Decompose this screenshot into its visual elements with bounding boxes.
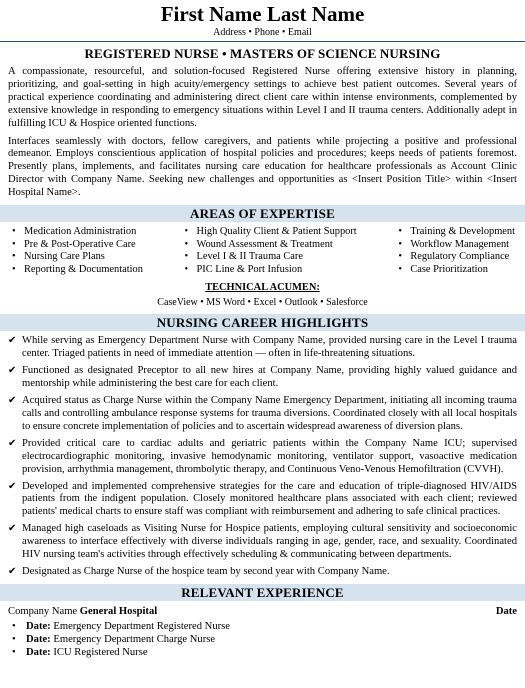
company-prefix: Company Name	[8, 605, 78, 617]
highlights-list	[8, 335, 517, 578]
highlights-heading: NURSING CAREER HIGHLIGHTS	[0, 314, 525, 331]
highlight-item	[8, 481, 517, 520]
checkmark-icon: ✔	[8, 365, 17, 377]
highlight-item	[8, 365, 517, 391]
highlight-text: Acquired status as Charge Nurse within the Company Name Emergency Department, initiating all incoming trauma calls and controlling ambulance response systems for trauma diversions. Coordinated closely with all local hospitals to ensure concrete implementation of policies and to ascertain widespread awareness of diversion plans.	[22, 395, 517, 432]
company-name: General Hospital	[79, 605, 158, 617]
header-divider	[0, 41, 525, 42]
expertise-item: • Regulatory Compliance	[396, 251, 515, 264]
highlight-text: Managed high caseloads as Visiting Nurse for Hospice patients, employing cultural sensitivity and socioeconomic awareness to interface effectively with diverse individuals ranging in age, gender, race, and sexuality. Coordinated HIV nursing team's activities through effectively scheduling & communicating between departments.	[22, 523, 517, 561]
expertise-column-3	[396, 226, 515, 276]
checkmark-icon: ✔	[8, 437, 17, 449]
checkmark-icon: ✔	[8, 565, 17, 577]
highlight-text: Functioned as designated Preceptor to all new hires at Company Name, providing highly valued guidance and mentorship while administering the best care for each client.	[22, 365, 517, 390]
expertise-heading: AREAS OF EXPERTISE	[0, 205, 525, 222]
checkmark-icon: ✔	[8, 480, 17, 492]
highlight-item	[8, 395, 517, 434]
checkmark-icon: ✔	[8, 335, 17, 347]
highlight-item	[8, 523, 517, 562]
contact-line: Address • Phone • Email	[213, 27, 312, 38]
highlight-item	[8, 566, 517, 579]
expertise-item: • Case Prioritization	[396, 264, 515, 277]
roles-list	[8, 620, 517, 659]
role-date: Date:	[26, 620, 51, 632]
highlight-text: Developed and implemented comprehensive strategies for the care and education of triple-diagnosed HIV/AIDS patients from the indigent population. Closely monitored healthcare plans associated with each client; reviewed patients' medical charts to ensure staff was compliant with reimbursement and adhering to safe clinical practices.	[22, 480, 517, 518]
highlight-text: While serving as Emergency Department Nurse with Company Name, provided nursing care in the Level I trauma center. Triaged patients in need of immediate attention — often in life-threatening situations.	[22, 335, 517, 360]
technical-acumen-label: TECHNICAL ACUMEN:	[205, 282, 320, 294]
technical-acumen-list: CaseView • MS Word • Excel • Outlook • Salesforce	[157, 297, 368, 309]
summary-paragraph-1: A compassionate, resourceful, and solution-focused Registered Nurse offering extensive history in planning, prioritizing, and goal-setting in high acuity/emergency settings to achieve best patient outcomes. Several years of practical experience coordinating and administering direct client care within intense environments, complemented by extensive knowledge in responding to emergency situations within Level I and II trauma centers. Additionally adept in fulfilling ICU & Hospice oriented functions.	[8, 66, 517, 129]
technical-acumen-heading	[8, 282, 517, 294]
expertise-item: • PIC Line & Port Infusion	[183, 264, 357, 277]
professional-title: REGISTERED NURSE • MASTERS OF SCIENCE NURSING	[84, 46, 441, 61]
experience-heading: RELEVANT EXPERIENCE	[0, 584, 525, 601]
candidate-name: First Name Last Name	[160, 2, 365, 26]
expertise-item: • High Quality Client & Patient Support	[183, 226, 357, 239]
role-date: Date:	[26, 646, 51, 658]
checkmark-icon: ✔	[8, 395, 17, 407]
expertise-item: • Medication Administration	[10, 226, 143, 239]
role-title: Emergency Department Charge Nurse	[53, 633, 216, 645]
expertise-item: • Pre & Post-Operative Care	[10, 239, 143, 252]
highlight-item	[8, 335, 517, 361]
expertise-column-2	[183, 226, 357, 276]
highlight-text: Provided critical care to cardiac adults and geriatric patients within the Company Name ICU; supervised electrocardiographic monitoring, invasive hemodynamic monitoring, ventilator support, vasoactive medication provision, arrhythmia management, thrombolytic therapy, and Continuous Veno-Venous Hemofiltration (CVVH).	[22, 437, 517, 475]
role-date: Date:	[26, 633, 51, 645]
role-item	[8, 620, 517, 633]
role-item	[8, 633, 517, 646]
highlight-item	[8, 438, 517, 477]
expertise-item: • Wound Assessment & Treatment	[183, 239, 357, 252]
checkmark-icon: ✔	[8, 523, 17, 535]
company-row	[8, 605, 517, 618]
role-title: Emergency Department Registered Nurse	[53, 620, 230, 632]
role-item	[8, 646, 517, 659]
expertise-item: • Workflow Management	[396, 239, 515, 252]
company-line	[8, 605, 157, 618]
role-title: ICU Registered Nurse	[53, 646, 148, 658]
highlight-text: Designated as Charge Nurse of the hospice team by second year with Company Name.	[22, 565, 390, 577]
summary-paragraph-2: Interfaces seamlessly with doctors, fellow caregivers, and patients while projecting a positive and professional demeanor. Employs conscientious application of hospital policies and procedures; keeps needs of patients foremost. Presently plans, implements, and facilitates nursing care education for healthcare professionals as Account Clinic Director with Company Name. Seeking new challenges and opportunities as <Insert Position Title> within <Insert Hospital Name>.	[8, 135, 517, 199]
expertise-grid	[8, 226, 517, 276]
employment-date: Date	[495, 605, 517, 617]
expertise-item: • Training & Development	[396, 226, 515, 239]
expertise-item: • Nursing Care Plans	[10, 251, 143, 264]
expertise-item: • Level I & II Trauma Care	[183, 251, 357, 264]
expertise-column-1	[10, 226, 143, 276]
expertise-item: • Reporting & Documentation	[10, 264, 143, 277]
